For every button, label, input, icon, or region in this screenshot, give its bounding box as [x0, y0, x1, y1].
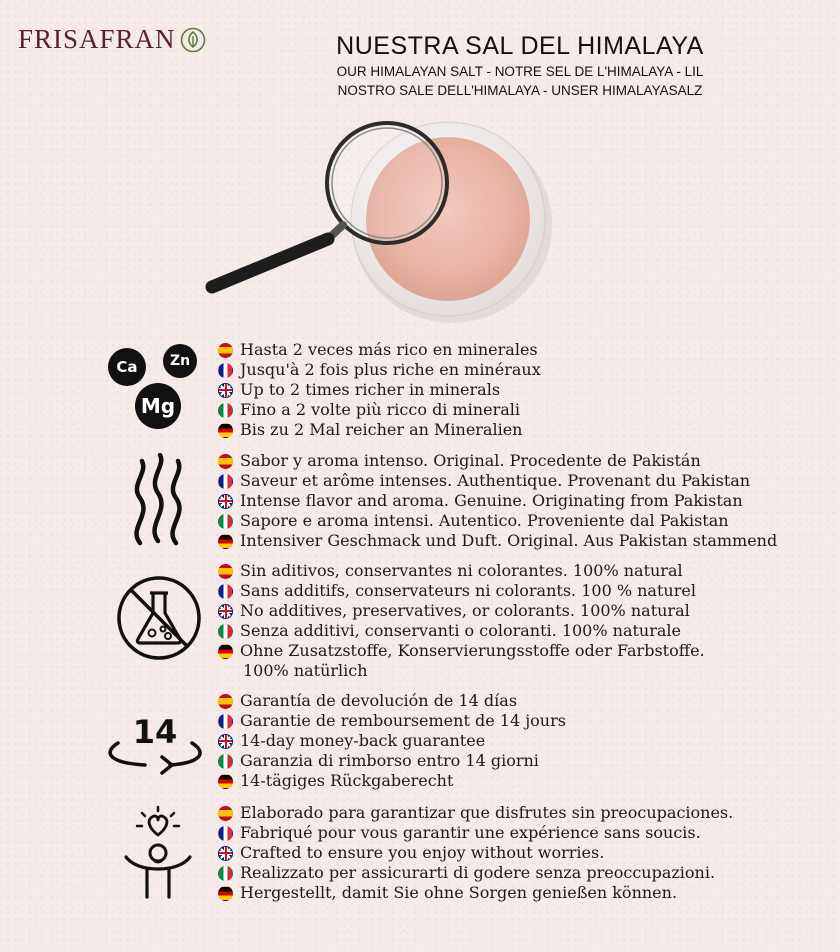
- italy-flag-icon: [218, 866, 233, 881]
- italy-flag-icon: [218, 754, 233, 769]
- list-item: Garantie de remboursement de 14 jours: [218, 711, 566, 731]
- feature-return-guarantee: [0, 689, 840, 791]
- happy-person-heart-icon: [100, 805, 210, 903]
- list-item: Senza additivi, conservanti o coloranti. 100% naturale: [218, 621, 705, 641]
- 14-day-return-icon: [100, 701, 210, 781]
- page-title: NUESTRA SAL DEL HIMALAYA: [336, 32, 704, 60]
- france-flag-icon: [218, 474, 233, 489]
- list-item: Bis zu 2 Mal reicher an Mineralien: [218, 420, 541, 440]
- list-item: Fino a 2 volte più ricco di minerali: [218, 400, 541, 420]
- mineral-badge: Ca: [108, 348, 146, 386]
- list-item: 14-tägiges Rückgaberecht: [218, 771, 566, 791]
- spain-flag-icon: [218, 454, 233, 469]
- page-subtitle-line-2: NOSTRO SALE DELL'HIMALAYA - UNSER HIMALAYASALZ: [337, 83, 703, 98]
- france-flag-icon: [218, 826, 233, 841]
- list-item: Sans additifs, conservateurs ni colorants. 100 % naturel: [218, 581, 705, 601]
- list-item: Crafted to ensure you enjoy without worries.: [218, 843, 733, 863]
- germany-flag-icon: [218, 423, 233, 438]
- list-item: Garanzia di rimborso entro 14 giorni: [218, 751, 566, 771]
- feature-minerals: [0, 338, 840, 438]
- no-additives-flask-icon: [100, 571, 210, 665]
- feature-text: [218, 691, 566, 791]
- list-item: 14-day money-back guarantee: [218, 731, 566, 751]
- feature-text: [218, 561, 705, 681]
- germany-flag-icon: [218, 534, 233, 549]
- uk-flag-icon: [218, 734, 233, 749]
- list-item: Ohne Zusatzstoffe, Konservierungsstoffe oder Farbstoffe.: [218, 641, 705, 661]
- aroma-waves-icon: [100, 453, 210, 548]
- list-item: No additives, preservatives, or colorants. 100% natural: [218, 601, 705, 621]
- uk-flag-icon: [218, 494, 233, 509]
- uk-flag-icon: [218, 383, 233, 398]
- mineral-badge: Zn: [163, 344, 197, 378]
- spain-flag-icon: [218, 806, 233, 821]
- list-item: Realizzato per assicurarti di godere senza preoccupazioni.: [218, 863, 733, 883]
- header: [300, 32, 740, 99]
- italy-flag-icon: [218, 403, 233, 418]
- italy-flag-icon: [218, 514, 233, 529]
- list-item: Fabriqué pour vous garantir une expérience sans soucis.: [218, 823, 733, 843]
- magnifier-salt-bowl-image: [200, 115, 560, 330]
- uk-flag-icon: [218, 604, 233, 619]
- germany-flag-icon: [218, 644, 233, 659]
- feature-text: [218, 803, 733, 903]
- brand-logo: [18, 24, 206, 55]
- uk-flag-icon: [218, 846, 233, 861]
- spain-flag-icon: [218, 694, 233, 709]
- feature-worry-free: [0, 801, 840, 903]
- france-flag-icon: [218, 363, 233, 378]
- list-item: Intense flavor and aroma. Genuine. Originating from Pakistan: [218, 491, 777, 511]
- list-item: Sabor y aroma intenso. Original. Procedente de Pakistán: [218, 451, 777, 471]
- feature-aroma: [0, 449, 840, 551]
- page-subtitle-line-1: OUR HIMALAYAN SALT - NOTRE SEL DE L'HIMALAYA - LIL: [336, 64, 704, 79]
- leaf-circle-icon: [180, 27, 206, 53]
- return-days-number: 14: [132, 713, 178, 751]
- feature-text: [218, 340, 541, 440]
- france-flag-icon: [218, 714, 233, 729]
- germany-flag-icon: [218, 774, 233, 789]
- germany-flag-icon: [218, 886, 233, 901]
- brand-name: FRISAFRAN: [18, 24, 176, 54]
- italy-flag-icon: [218, 624, 233, 639]
- list-item: Hergestellt, damit Sie ohne Sorgen genießen können.: [218, 883, 733, 903]
- list-item: Up to 2 times richer in minerals: [218, 380, 541, 400]
- feature-no-additives: [0, 559, 840, 681]
- list-item: Sapore e aroma intensi. Autentico. Proveniente dal Pakistan: [218, 511, 777, 531]
- mineral-badge: Mg: [135, 383, 181, 429]
- list-item: Hasta 2 veces más rico en minerales: [218, 340, 541, 360]
- list-item: Jusqu'à 2 fois plus riche en minéraux: [218, 360, 541, 380]
- list-item: Garantía de devolución de 14 días: [218, 691, 566, 711]
- spain-flag-icon: [218, 343, 233, 358]
- list-item: Saveur et arôme intenses. Authentique. Provenant du Pakistan: [218, 471, 777, 491]
- france-flag-icon: [218, 584, 233, 599]
- list-item: Elaborado para garantizar que disfrutes sin preocupaciones.: [218, 803, 733, 823]
- list-item: Sin aditivos, conservantes ni colorantes. 100% natural: [218, 561, 705, 581]
- minerals-icon: [100, 338, 210, 438]
- list-item: Intensiver Geschmack und Duft. Original. Aus Pakistan stammend: [218, 531, 777, 551]
- list-item-continuation: 100% natürlich: [243, 661, 368, 680]
- spain-flag-icon: [218, 564, 233, 579]
- feature-text: [218, 451, 777, 551]
